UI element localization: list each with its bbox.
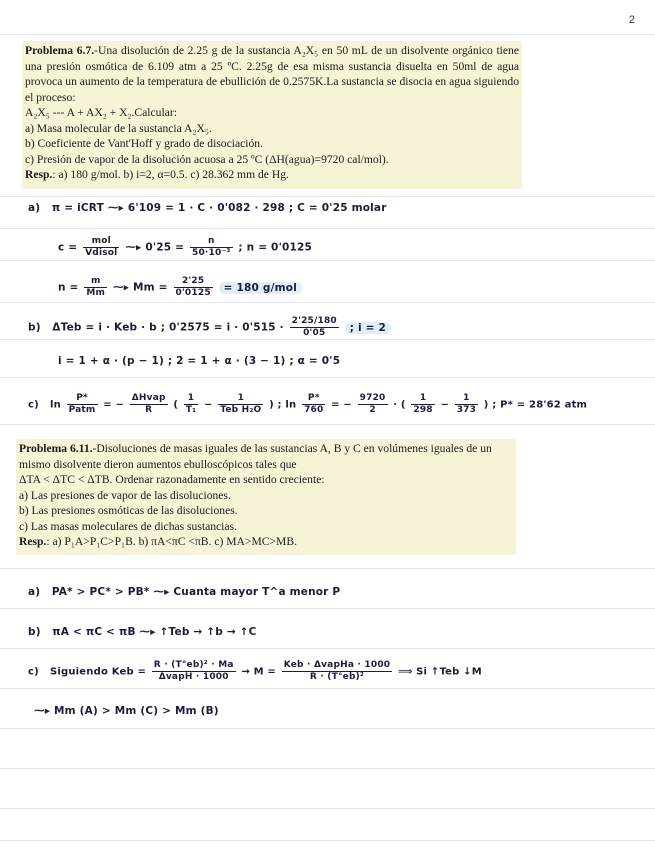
ruled-line [0,377,655,378]
ruled-line [0,424,655,425]
ruled-line [0,302,655,303]
solution2-c: c) Siguiendo Keb = $\frac{\text{R · (T°eb)² · Ma}}{\text{ΔvapH · 1000}}$ → M = $\frac{\text{Keb · ΔvapHa · 1000}}{\text{R · (T°eb)²}}$ ⟹ Si ↑Teb ↓M [28,660,482,682]
problem-statement: Problema 6.7.-Una disolución de 2.25 g de la sustancia A₂X₅ en 50 mL de un disolvente orgánico tiene una presión osmótica de 6.109 atm a 25 ºC. 2.25g de esa misma sustancia disuelta en 50ml de agua provoca un aumento de la temperatura de ebullición de 0.2575K.La sustancia se disocia en agua siguiendo el proceso: [25,44,519,104]
solution2-a: a) PA* > PC* > PB* ⁓▸ Cuanta mayor T^a menor P [28,586,341,598]
ruled-line [0,339,655,340]
reaction-line: A₂X₅ --- A + AX₂ + X₂.Calcular: [25,106,177,119]
answer-line: Resp.: a) 180 g/mol. b) i=2, α=0.5. c) 28.362 mm de Hg. [25,168,289,181]
ruled-line [0,608,655,609]
ruled-line [0,688,655,689]
question-c: c) Presión de vapor de la disolución acuosa a 25 ºC (ΔH(agua)=9720 cal/mol). [25,152,389,166]
question-c: c) Las masas moleculares de dichas sustancias. [19,519,237,533]
problem-title: Problema 6.7. [25,44,95,57]
ruled-line [0,196,655,197]
answer-highlight: = 180 g/mol [219,282,302,294]
solution-a-line3: n = $\frac{m}{Mm}$ ⁓▸ Mm = $\frac{2'25}{0'0125}$ = 180 g/mol [58,276,302,299]
question-a: a) Masa molecular de la sustancia A₂X₅. [25,121,212,135]
ruled-line [0,228,655,229]
solution-b-line2: i = 1 + α · (p − 1) ; 2 = 1 + α · (3 − 1) ; α = 0'5 [58,355,341,367]
page-number: 2 [628,14,635,26]
solution-c-line1: c) ln $\frac{P*}{\text{Patm}}$ = − $\frac{\text{ΔHvap}}{R}$ ( $\frac{1}{\text{T₁}}$ − $\frac{1}{\text{Teb H₂O}}$ ) ; ln $\frac{P*}{760}$ = − $\frac{9720}{2}$ · ( $\frac{1}{298}$ − $\frac{1}{373}$ ) ; P* = 28'62 atm [28,393,588,415]
ruled-line [0,34,655,35]
answer-highlight: ; i = 2 [345,322,391,334]
ruled-line [0,768,655,769]
ruled-line [0,728,655,729]
ruled-line [0,648,655,649]
solution-a-line2: c = $\frac{\text{mol}}{\text{Vdisol}}$ ⁓▸ 0'25 = $\frac{n}{\text{50·10⁻³}}$ ; n = 0'0125 [58,236,313,258]
question-b: b) Las presiones osmóticas de las disoluciones. [19,504,238,517]
ruled-line [0,840,655,841]
problem-6-7-box [22,41,522,189]
solution-a-line1: a) π = iCRT ⁓▸ 6'109 = 1 · C · 0'082 · 298 ; C = 0'25 molar [28,202,387,214]
problem-title: Problema 6.11. [19,442,93,455]
question-a: a) Las presiones de vapor de las disoluciones. [19,488,231,502]
solution2-d: ⁓▸ Mm (A) > Mm (C) > Mm (B) [34,705,219,717]
answer-line: Resp.: a) P₁A>P₁C>P₁B. b) πA<πC <πB. c) MA>MC>MB. [19,535,297,548]
ruled-line [0,808,655,809]
solution-b-line1: b) ΔTeb = i · Keb · b ; 0'2575 = i · 0'515 · $\frac{2'25/180}{0'05}$ ; i = 2 [28,316,391,339]
problem-6-11-box [16,439,516,555]
solution2-b: b) πA < πC < πB ⁓▸ ↑Teb → ↑b → ↑C [28,626,257,638]
ruled-line [0,260,655,261]
question-b: b) Coeficiente de Vant'Hoff y grado de disociación. [25,137,263,150]
ruled-line [0,568,655,569]
problem-statement: Problema 6.11.-Disoluciones de masas iguales de las sustancias A, B y C en volúmenes iguales de un mismo disolvente dieron aumentos ebulloscópicos tales que [19,442,492,471]
order-line: ΔTA < ΔTC < ΔTB. Ordenar razonadamente en sentido creciente: [19,473,325,486]
